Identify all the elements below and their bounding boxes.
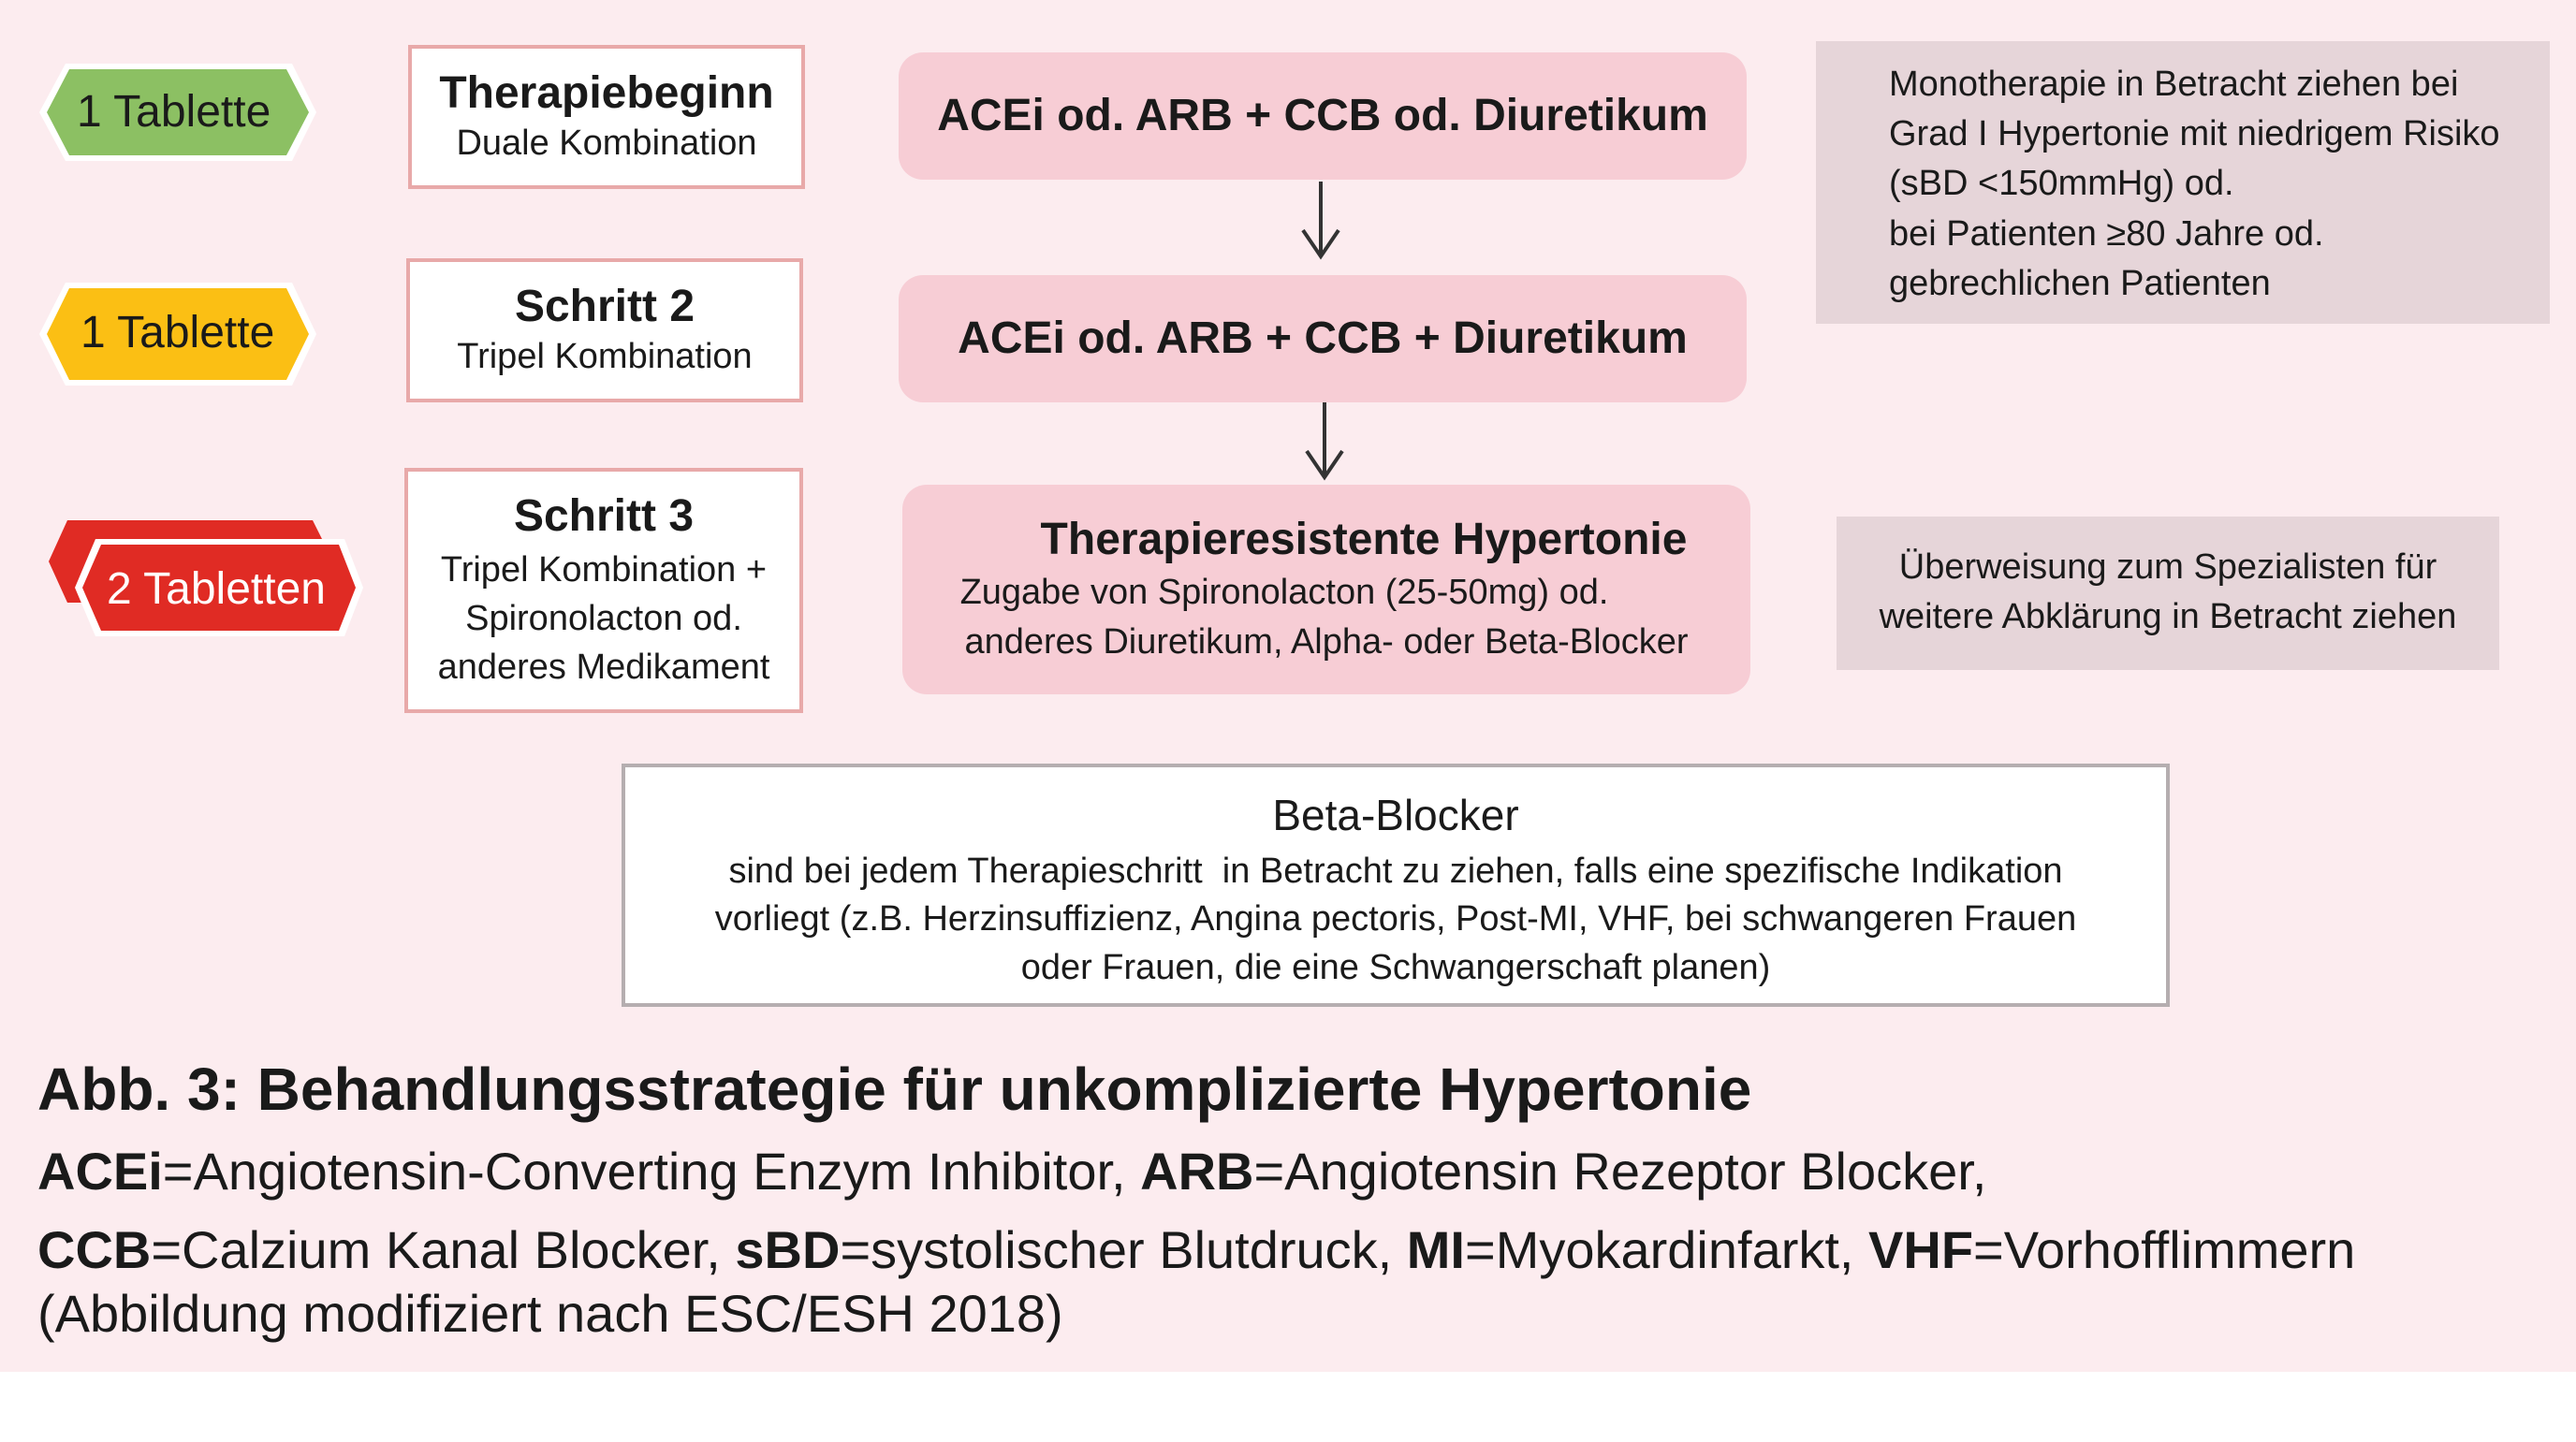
therapy-box-triple xyxy=(899,275,1747,402)
figure-caption-title: Abb. 3: Behandlungsstrategie für unkomplizierte Hypertonie xyxy=(37,1056,1752,1123)
legend-def: Calzium Kanal Blocker, xyxy=(182,1220,736,1279)
step-subtitle: Duale Kombination xyxy=(456,124,757,164)
therapy-title: ACEi od. ARB + CCB od. Diuretikum xyxy=(937,91,1708,140)
caption-source: (Abbildung modifiziert nach ESC/ESH 2018) xyxy=(37,1284,1063,1343)
legend-def: systolischer Blutdruck, xyxy=(871,1220,1407,1279)
note-line: gebrechlichen Patienten xyxy=(1889,263,2271,303)
legend-abbr: ARB xyxy=(1140,1142,1254,1201)
note-referral xyxy=(1837,517,2499,670)
step-box-start xyxy=(408,45,805,189)
legend-abbr: ACEi xyxy=(37,1142,163,1201)
step-title: Schritt 3 xyxy=(513,490,695,541)
step-subtitle: Tripel Kombination xyxy=(457,337,753,377)
note-line: (sBD <150mmHg) od. xyxy=(1889,164,2234,204)
legend-abbr: sBD xyxy=(735,1220,841,1279)
badge-label-3: 2 Tabletten xyxy=(107,564,326,614)
beta-blocker-line: oder Frauen, die eine Schwangerschaft planen) xyxy=(1020,948,1771,988)
note-monotherapy xyxy=(1816,41,2550,324)
legend-def: Vorhofflimmern xyxy=(2003,1220,2356,1279)
beta-blocker-title: Beta-Blocker xyxy=(1272,791,1519,839)
legend-abbr: VHF xyxy=(1868,1220,1974,1279)
note-line: weitere Abklärung in Betracht ziehen xyxy=(1879,597,2457,637)
step-box-2 xyxy=(406,258,803,402)
legend-def: Myokardinfarkt, xyxy=(1495,1220,1869,1279)
therapy-title: ACEi od. ARB + CCB + Diuretikum xyxy=(958,313,1688,363)
badge-label-1: 1 Tablette xyxy=(77,87,271,137)
legend-eq: = xyxy=(162,1142,194,1201)
beta-blocker-line: vorliegt (z.B. Herzinsuffizienz, Angina pectoris, Post-MI, VHF, bei schwangeren Frauen xyxy=(714,899,2077,939)
therapy-subtitle-line: anderes Diuretikum, Alpha- oder Beta-Blocker xyxy=(964,622,1689,662)
step-subtitle-line: Tripel Kombination + xyxy=(440,550,768,590)
legend-abbr: MI xyxy=(1406,1220,1465,1279)
therapy-title: Therapieresistente Hypertonie xyxy=(1040,514,1688,564)
therapy-subtitle-line: Zugabe von Spironolacton (25-50mg) od. xyxy=(959,572,1609,612)
arrow-down-icon xyxy=(1301,402,1348,483)
step-subtitle-line: anderes Medikament xyxy=(437,647,770,687)
step-box-3 xyxy=(404,468,803,713)
legend-def: Angiotensin-Converting Enzym Inhibitor, xyxy=(193,1142,1141,1201)
legend-eq: = xyxy=(151,1220,183,1279)
caption-legend-line-2 xyxy=(37,1218,2355,1281)
legend-eq: = xyxy=(1973,1220,2004,1279)
note-line: Grad I Hypertonie mit niedrigem Risiko xyxy=(1889,114,2500,154)
legend-eq: = xyxy=(1253,1142,1285,1201)
arrow-down-icon xyxy=(1297,182,1344,262)
therapy-box-resistant xyxy=(902,485,1750,694)
step-subtitle-line: Spironolacton od. xyxy=(465,598,742,638)
badge-label-2: 1 Tablette xyxy=(80,308,275,357)
note-line: bei Patienten ≥80 Jahre od. xyxy=(1889,213,2324,254)
legend-abbr: CCB xyxy=(37,1220,152,1279)
legend-eq: = xyxy=(1465,1220,1496,1279)
legend-def: Angiotensin Rezeptor Blocker, xyxy=(1284,1142,1987,1201)
beta-blocker-line: sind bei jedem Therapieschritt in Betracht zu ziehen, falls eine spezifische Indikation xyxy=(728,851,2063,891)
note-line: Monotherapie in Betracht ziehen bei xyxy=(1889,65,2459,104)
step-title: Schritt 2 xyxy=(514,281,695,331)
beta-blocker-box xyxy=(622,764,2170,1007)
caption-legend-line-1 xyxy=(37,1140,1986,1202)
note-line: Überweisung zum Spezialisten für xyxy=(1898,547,2437,587)
therapy-box-dual xyxy=(899,52,1747,180)
legend-eq: = xyxy=(840,1220,871,1279)
step-title: Therapiebeginn xyxy=(439,67,774,118)
